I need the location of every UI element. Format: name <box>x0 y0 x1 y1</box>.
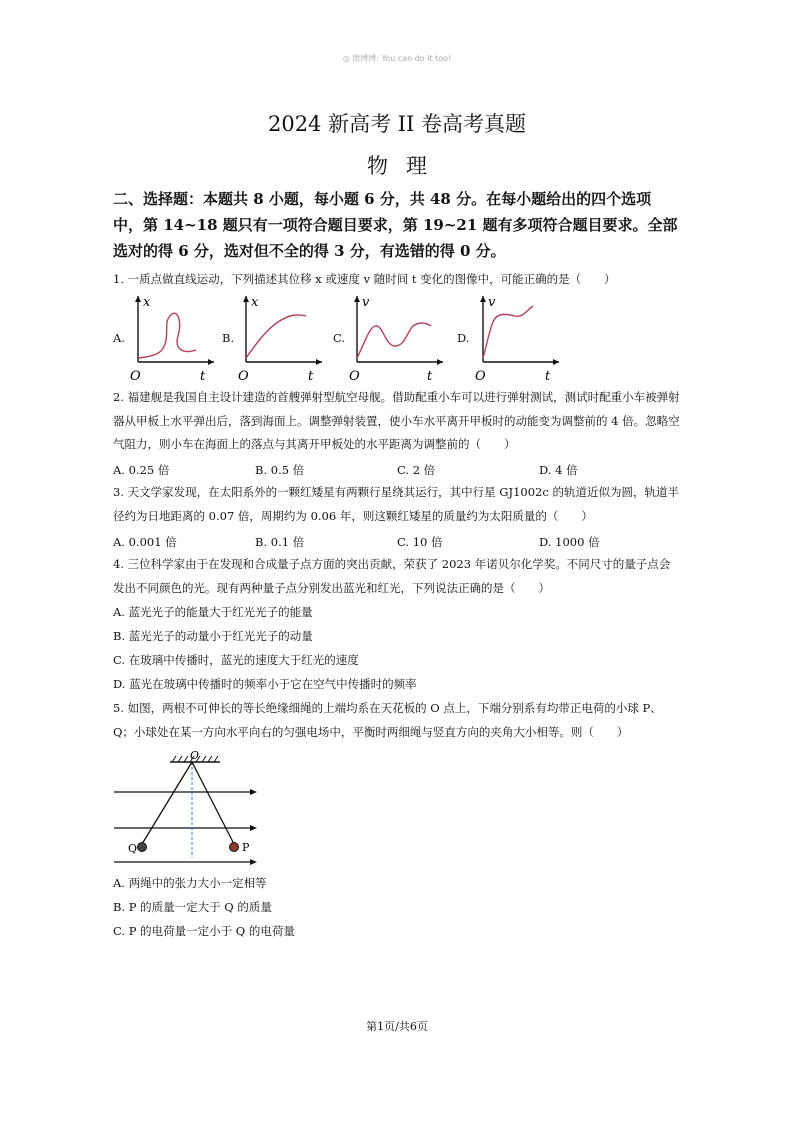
q1-stem: 1. 一质点做直线运动，下列描述其位移 x 或速度 v 随时间 t 变化的图像中，可能正确的是（ ） <box>113 272 616 286</box>
q1-label-c: C. <box>333 331 346 345</box>
q1-d-yaxis: v <box>488 295 496 310</box>
q1-b-xaxis: t <box>308 369 314 384</box>
q3-stem: 3. 天文学家发现，在太阳系外的一颗红矮星有两颗行星绕其运行，其中行星 GJ1002c 的轨道近似为圆，轨道半径约为日地距离的 0.07 倍，周期约为 0.06 年，则这颗红矮星的质量约为太阳质量的（ ） <box>113 485 679 523</box>
q5-label-q: Q <box>128 842 138 855</box>
q3-option-b: B. 0.1 倍 <box>255 535 305 549</box>
q5-stem: 5. 如图，两根不可伸长的等长绝缘细绳的上端均系在天花板的 O 点上，下端分别系有均带正电荷的小球 P、Q；小球处在某一方向水平向右的匀强电场中，平衡时两细绳与竖直方向的夹角大小相等。则（ ） <box>113 701 662 739</box>
page-footer: 第1页/共6页 <box>366 1020 428 1033</box>
q5-figure <box>112 748 262 866</box>
q4-option-c: C. 在玻璃中传播时，蓝光的速度大于红光的速度 <box>113 653 359 667</box>
q5-label-p: P <box>242 841 250 854</box>
q1-b-origin: O <box>238 369 249 384</box>
q1-graph-d <box>473 292 563 384</box>
q3-option-c: C. 10 倍 <box>397 535 443 549</box>
q1-c-xaxis: t <box>427 369 433 384</box>
q2-stem: 2. 福建舰是我国自主设计建造的首艘弹射型航空母舰。借助配重小车可以进行弹射测试，测试时配重小车被弹射器从甲板上水平弹出后，落到海面上。调整弹射装置，使小车水平离开甲板时的动能变为调整前的 4 倍。忽略空气阻力，则小车在海面上的落点与其离开甲板处的水平距离为调整前的（ ） <box>113 390 680 451</box>
q3-option-d: D. 1000 倍 <box>539 535 600 549</box>
q1-c-yaxis: v <box>362 295 370 310</box>
q5-option-a: A. 两绳中的张力大小一定相等 <box>113 876 267 890</box>
q2-option-a: A. 0.25 倍 <box>113 463 170 477</box>
q2-option-c: C. 2 倍 <box>397 463 436 477</box>
q1-label-b: B. <box>222 331 235 345</box>
q1-a-yaxis: x <box>143 295 151 310</box>
section-instructions: 二、选择题：本题共 8 小题，每小题 6 分，共 48 分。在每小题给出的四个选项中，第 14~18 题只有一项符合题目要求，第 19~21 题有多项符合题目要求。全部选对的得 6 分，选对但不全的得 3 分，有选错的得 0 分。 <box>113 190 678 260</box>
q1-a-origin: O <box>130 369 141 384</box>
q5-label-o: O <box>190 749 200 762</box>
q2-option-d: D. 4 倍 <box>539 463 578 477</box>
q1-graph-a <box>128 292 218 384</box>
q5-option-b: B. P 的质量一定大于 Q 的质量 <box>113 900 272 914</box>
page-title: 2024 新高考 II 卷高考真题 <box>267 112 527 136</box>
q1-c-origin: O <box>349 369 360 384</box>
q1-b-yaxis: x <box>251 295 259 310</box>
q4-option-d: D. 蓝光在玻璃中传播时的频率小于它在空气中传播时的频率 <box>113 677 417 691</box>
q1-graph-b <box>236 292 326 384</box>
q5-option-c: C. P 的电荷量一定小于 Q 的电荷量 <box>113 924 295 938</box>
q4-option-b: B. 蓝光光子的动量小于红光光子的动量 <box>113 629 313 643</box>
q4-option-a: A. 蓝光光子的能量大于红光光子的能量 <box>113 605 313 619</box>
q1-label-a: A. <box>113 331 125 345</box>
watermark: ◎ 微博博: You can do it too! <box>342 54 452 63</box>
q1-graph-c <box>347 292 447 384</box>
q3-options <box>113 534 681 550</box>
q1-a-xaxis: t <box>200 369 206 384</box>
q2-options <box>113 462 681 478</box>
q2-option-b: B. 0.5 倍 <box>255 463 305 477</box>
q1-label-d: D. <box>457 331 470 345</box>
q1-d-origin: O <box>475 369 486 384</box>
q3-option-a: A. 0.001 倍 <box>113 535 177 549</box>
subject-title: 物理 <box>367 154 445 178</box>
q4-stem: 4. 三位科学家由于在发现和合成量子点方面的突出贡献，荣获了 2023 年诺贝尔化学奖。不同尺寸的量子点会发出不同颜色的光。现有两种量子点分别发出蓝光和红光，下列说法正确的是（ ） <box>113 557 671 595</box>
q1-d-xaxis: t <box>545 369 551 384</box>
